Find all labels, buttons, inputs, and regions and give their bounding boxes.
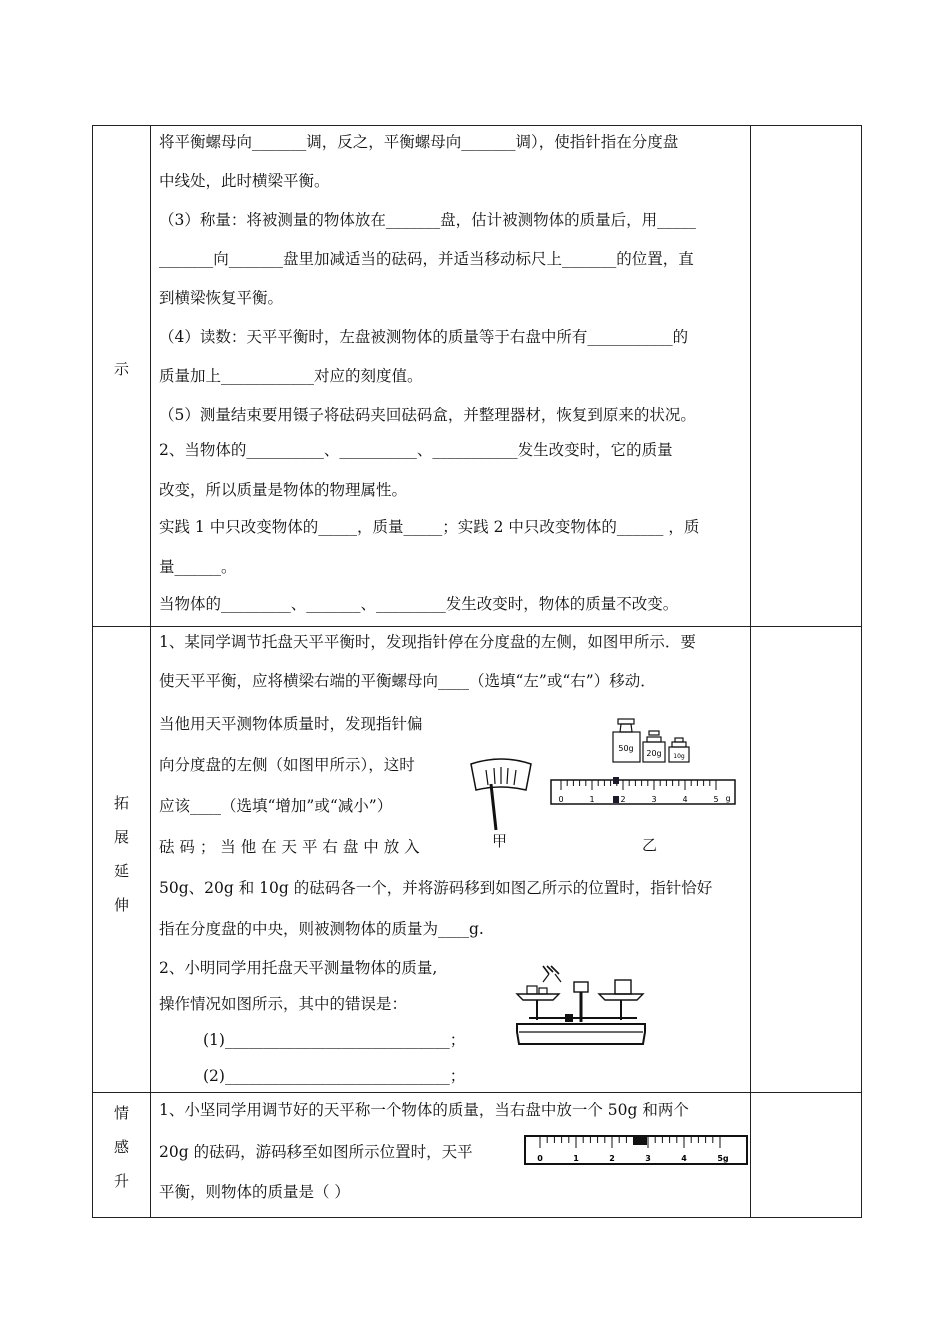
dial-tick	[494, 768, 495, 784]
dial-pointer	[491, 784, 496, 830]
ruler-tick-label: 3	[651, 795, 657, 804]
text-line: _______向_______盘里加减适当的砝码，并适当移动标尺上_______的位置，直	[159, 250, 694, 268]
text-line: 质量加上____________对应的刻度值。	[159, 367, 423, 385]
ruler-unit: g	[725, 794, 731, 803]
text-line: 实践 1 中只改变物体的_____，质量_____；实践 2 中只改变物体的______ ，质	[159, 518, 700, 536]
text-line: 将平衡螺母向_______调，反之，平衡螺母向_______调），使指针指在分度盘	[159, 133, 679, 151]
section2-label-4: 伸	[113, 896, 129, 914]
weights-ruler-figure	[549, 714, 739, 814]
weight-label: 10g	[673, 753, 685, 760]
question-line: 1、某同学调节托盘天平平衡时，发现指针停在分度盘的左侧，如图甲所示．要	[159, 633, 696, 651]
ruler-tick-label: 4	[681, 1154, 687, 1163]
left-pan	[517, 994, 559, 1000]
text-line: 中线处，此时横梁平衡。	[159, 172, 330, 190]
question-line: 向分度盘的左侧（如图甲所示），这时	[159, 756, 415, 774]
dial-tick	[514, 770, 516, 785]
row-divider-2	[93, 1092, 861, 1093]
section3-label-1: 情	[113, 1104, 129, 1122]
right-pan	[599, 994, 643, 1000]
text-line: 2、当物体的__________、__________、___________发生改变时，它的质量	[159, 441, 673, 459]
rider	[613, 796, 619, 803]
ruler-tick-label: 4	[682, 795, 688, 804]
weight-knob	[649, 731, 659, 735]
text-line: 改变，所以质量是物体的物理属性。	[159, 481, 408, 499]
tweezers	[543, 974, 561, 982]
ruler-tick-label: 3	[645, 1154, 651, 1163]
text-line: 到横梁恢复平衡。	[159, 289, 284, 307]
question-line: 50g、20g 和 10g 的砝码各一个，并将游码移到如图乙所示的位置时，指针恰好	[159, 879, 713, 897]
column-divider-right	[750, 126, 751, 1217]
dial-figure	[466, 758, 536, 838]
weight-label: 50g	[618, 744, 634, 753]
text-line: （4）读数：天平平衡时，左盘被测物体的质量等于右盘中所有___________的	[159, 328, 689, 346]
question-line: 2、小明同学用托盘天平测量物体的质量,	[159, 959, 438, 977]
text-line: （3）称量：将被测量的物体放在_______盘，估计被测物体的质量后，用_____	[159, 211, 696, 229]
figure-label-yi: 乙	[642, 836, 658, 854]
weight-knob	[618, 719, 634, 724]
question-line: 应该____（选填“增加”或“减小”）	[159, 797, 393, 815]
text-line: （5）测量结束要用镊子将砝码夹回砝码盒，并整理器材，恢复到原来的状况。	[159, 406, 696, 424]
ruler-tick-label: 5g	[717, 1154, 729, 1163]
question-line: 指在分度盘的中央，则被测物体的质量为____g.	[159, 920, 484, 938]
answer-line-2: (2)_____________________________；	[203, 1067, 466, 1085]
weight	[539, 988, 547, 994]
column-divider-left	[150, 126, 151, 1217]
section3-label-2: 感	[113, 1138, 129, 1156]
question-line: 操作情况如图所示，其中的错误是：	[159, 995, 408, 1013]
ruler-tick-label: 1	[589, 795, 595, 804]
section2-label-1: 拓	[113, 794, 129, 812]
base	[517, 1024, 645, 1044]
rider	[565, 1014, 573, 1022]
question-line: 20g 的砝码，游码移至如图所示位置时，天平	[159, 1143, 473, 1161]
ruler-tick-label: 1	[573, 1154, 579, 1163]
dial-tick	[507, 768, 508, 784]
ruler-tick-label: 0	[537, 1154, 543, 1163]
question-line: 1、小坚同学用调节好的天平称一个物体的质量，当右盘中放一个 50g 和两个	[159, 1101, 689, 1119]
weight	[527, 986, 537, 994]
question-line: 当他用天平测物体质量时，发现指针偏	[159, 715, 423, 733]
question-line: 砝 码 ； 当 他 在 天 平 右 盘 中 放 入	[159, 838, 420, 856]
balance-figure	[513, 962, 673, 1052]
text-line: 量______。	[159, 558, 237, 576]
figure-label-jia: 甲	[492, 832, 508, 850]
object	[615, 980, 631, 994]
ruler-ticks	[561, 780, 716, 790]
rider	[633, 1136, 647, 1145]
ruler-tick-label: 5	[713, 795, 719, 804]
ruler-figure	[523, 1134, 749, 1166]
weight-neck	[620, 724, 632, 732]
rider	[613, 777, 619, 784]
ruler-frame	[551, 780, 735, 804]
dial-tick	[486, 770, 488, 785]
ruler-tick-label: 0	[558, 795, 564, 804]
section2-label-2: 展	[113, 828, 129, 846]
worksheet-table	[92, 125, 862, 1218]
row-divider-1	[93, 626, 861, 627]
text-line: 当物体的_________、_______、_________发生改变时，物体的质量不改变。	[159, 595, 679, 613]
weight-neck	[647, 737, 661, 742]
tweezers	[543, 966, 559, 974]
ruler-tick-label: 2	[609, 1154, 615, 1163]
question-line: 平衡，则物体的质量是（ ）	[159, 1183, 350, 1201]
ruler-ticks	[540, 1136, 720, 1148]
pointer-housing	[574, 982, 588, 992]
weight-neck	[672, 742, 686, 747]
ruler-tick-label: 2	[620, 795, 626, 804]
section2-label-3: 延	[113, 862, 129, 880]
section3-label-3: 升	[113, 1172, 129, 1190]
answer-line-1: (1)_____________________________；	[203, 1031, 466, 1049]
weight-label: 20g	[646, 749, 662, 758]
question-line: 使天平平衡，应将横梁右端的平衡螺母向____（选填“左”或“右”）移动．	[159, 672, 656, 690]
section1-label: 示	[113, 360, 129, 378]
